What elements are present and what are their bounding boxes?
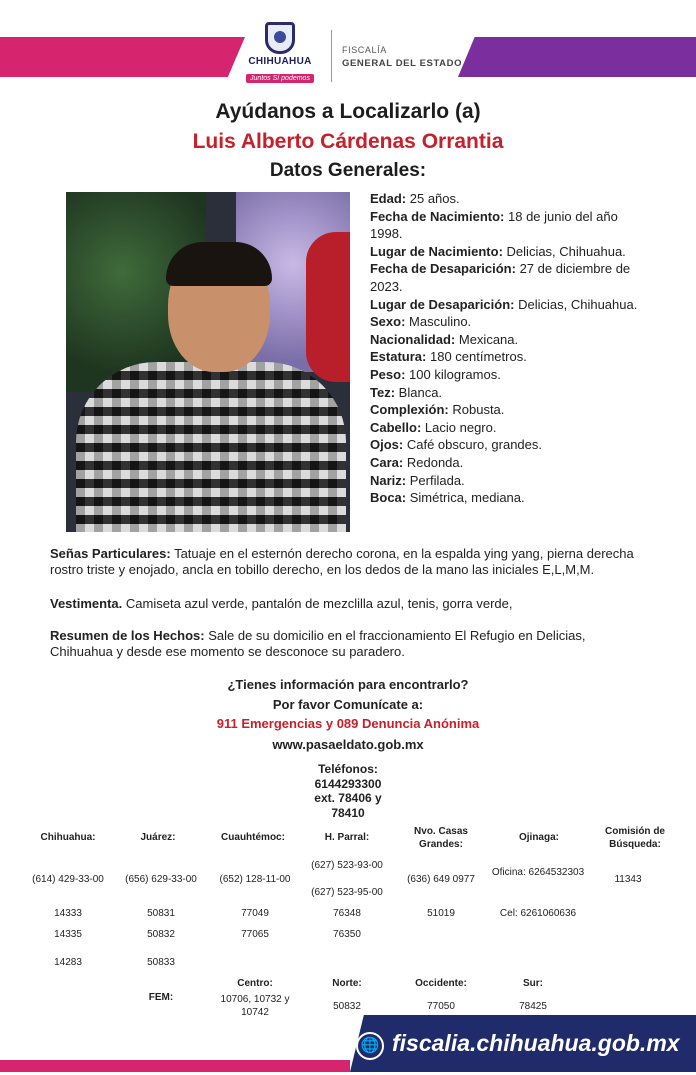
contact-ext: 76350 [333, 929, 361, 940]
footer-bar-left [0, 1060, 350, 1072]
contact-phone: (652) 128-11-00 [219, 874, 291, 885]
info-value: Mexicana. [458, 331, 519, 347]
clothing [50, 596, 650, 612]
contact-ext: 77065 [241, 929, 269, 940]
contact-phone: (636) 649 0977 [407, 874, 475, 885]
page-title: Ayúdanos a Localizarlo (a) [215, 100, 481, 123]
person-name: Luis Alberto Cárdenas Orrantia [192, 130, 504, 153]
distinctive-marks-label: Señas Particulares: [50, 546, 171, 561]
info-item [370, 366, 640, 384]
info-label: Complexión: [370, 402, 449, 418]
person-photo [66, 192, 350, 532]
org-line2: GENERAL DEL ESTADO [342, 58, 463, 69]
contact-ext: 50831 [147, 908, 175, 919]
fem-value: 78425 [519, 1001, 547, 1012]
info-value: Redonda. [406, 454, 464, 470]
phones-ext: ext. 78406 y [314, 791, 382, 805]
info-value: Blanca. [398, 384, 443, 400]
info-value: 100 kilogramos. [409, 366, 501, 382]
clothing-value: Camiseta azul verde, pantalón de mezclilla azul, tenis, gorra verde, [125, 596, 513, 611]
contact-phone: (614) 429-33-00 [32, 874, 104, 885]
cta-question: ¿Tienes información para encontrarlo? [227, 677, 469, 692]
contact-ext: 14283 [54, 957, 82, 968]
cta-contact: Por favor Comunícate a: [272, 697, 424, 712]
contact-ext: 51019 [427, 908, 455, 919]
info-value: 25 años. [409, 191, 460, 206]
fem-header: Sur: [523, 978, 543, 989]
distinctive-marks-value: Tatuaje en el esternón derecho corona, en la espalda ying yang, pierna derecha rostro triste y enojado, ancla en tobillo derecho, en los dedos de la mano las iniciales E,L,M,M. [50, 546, 634, 577]
footer-website[interactable]: fiscalia.chihuahua.gob.mx [392, 1030, 680, 1056]
info-label: Nacionalidad: [370, 331, 456, 347]
info-label: Boca: [370, 490, 407, 506]
info-value: Lacio negro. [424, 419, 497, 435]
info-label: Fecha de Nacimiento: [370, 208, 505, 224]
contact-ext: 50833 [147, 957, 175, 968]
org-name [342, 44, 462, 70]
info-label: Fecha de Desaparición: [370, 261, 516, 277]
header-bar-right [458, 37, 696, 77]
info-item [370, 331, 640, 349]
info-label: Lugar de Nacimiento: [370, 243, 503, 259]
info-item [370, 436, 640, 454]
info-item [370, 348, 640, 366]
org-line1: FISCALÍA [342, 45, 387, 55]
clothing-label: Vestimenta. [50, 596, 123, 611]
contact-ext: 77049 [241, 908, 269, 919]
contact-phone: 11343 [614, 874, 642, 885]
info-value: 180 centímetros. [429, 349, 527, 365]
info-label: Tez: [370, 384, 396, 400]
summary-label: Resumen de los Hechos: [50, 628, 205, 643]
contact-phone: (627) 523-95-00 [311, 887, 383, 898]
fem-value: 10706, 10732 y 10742 [220, 994, 290, 1018]
distinctive-marks [50, 546, 650, 577]
contact-phone: (627) 523-93-00 [311, 860, 383, 871]
summary-value: Sale de su domicilio en el fraccionamiento El Refugio en Delicias, Chihuahua y desde ese momento se desconoce su paradero. [50, 628, 586, 659]
info-label: Nariz: [370, 472, 407, 488]
info-item [370, 489, 640, 507]
info-item [370, 401, 640, 419]
shield-icon [265, 22, 295, 54]
info-item [370, 454, 640, 472]
header-divider [331, 30, 332, 82]
logo-tagline: Juntos Sí podemos [246, 74, 314, 83]
info-value: 27 de diciembre de 2023. [370, 261, 631, 294]
fem-header: Centro: [237, 978, 273, 989]
info-label: Estatura: [370, 349, 427, 365]
info-label: Edad: [370, 191, 407, 206]
cta-website[interactable]: www.pasaeldato.gob.mx [272, 737, 424, 752]
general-data-list [370, 190, 640, 507]
contact-header: Chihuahua: [40, 832, 96, 843]
fem-value: 50832 [333, 1001, 361, 1012]
contact-header: Cuauhtémoc: [221, 832, 285, 843]
info-item [370, 384, 640, 402]
info-value: Masculino. [409, 314, 472, 330]
info-label: Cabello: [370, 419, 422, 435]
phones-label: Teléfonos: [318, 762, 378, 776]
contact-ext: Cel: 6261060636 [499, 908, 577, 919]
info-value: Perfilada. [409, 472, 465, 488]
contact-ext: 14333 [54, 908, 82, 919]
info-value: 18 de junio del año 1998. [370, 208, 618, 242]
contact-header: H. Parral: [324, 832, 370, 843]
fem-header: Norte: [332, 978, 362, 989]
contact-ext: 50832 [147, 929, 175, 940]
info-item [370, 243, 640, 261]
contact-ext: 14335 [54, 929, 82, 940]
contact-header: Nvo. Casas Grandes: [414, 826, 468, 850]
info-value: Café obscuro, grandes. [406, 437, 542, 453]
phones-block [300, 762, 396, 820]
contact-phone: (656) 629-33-00 [125, 874, 197, 885]
contact-header: Juárez: [140, 832, 176, 843]
info-item [370, 419, 640, 437]
info-label: Ojos: [370, 437, 404, 453]
info-item [370, 472, 640, 490]
info-item [370, 190, 640, 208]
contact-phone: Oficina: 6264532303 [491, 867, 585, 878]
info-label: Cara: [370, 454, 404, 470]
info-item [370, 208, 640, 243]
contact-header: Ojinaga: [518, 832, 559, 843]
info-value: Delicias, Chihuahua. [518, 296, 638, 312]
info-item [370, 296, 640, 314]
cta-emergency: 911 Emergencias y 089 Denuncia Anónima [216, 716, 480, 731]
globe-icon: 🌐 [356, 1032, 384, 1060]
info-item [370, 260, 640, 295]
fem-value: 77050 [427, 1001, 455, 1012]
info-value: Simétrica, mediana. [409, 490, 525, 506]
chihuahua-logo [240, 22, 320, 92]
info-label: Sexo: [370, 314, 406, 330]
phones-ext2: 78410 [331, 805, 365, 820]
summary [50, 628, 650, 660]
info-label: Lugar de Desaparición: [370, 296, 515, 312]
contact-header: Comisión de Búsqueda: [604, 826, 665, 850]
info-value: Delicias, Chihuahua. [506, 243, 626, 259]
info-item [370, 313, 640, 331]
fem-header: Occidente: [415, 978, 467, 989]
header-bar-left [0, 37, 245, 77]
logo-name: CHIHUAHUA [248, 56, 312, 67]
section-title: Datos Generales: [269, 160, 427, 181]
info-value: Robusta. [452, 402, 505, 418]
info-label: Peso: [370, 366, 406, 382]
phones-number: 6144293300 [314, 776, 382, 791]
contact-ext: 76348 [333, 908, 361, 919]
fem-label: FEM: [148, 992, 174, 1003]
